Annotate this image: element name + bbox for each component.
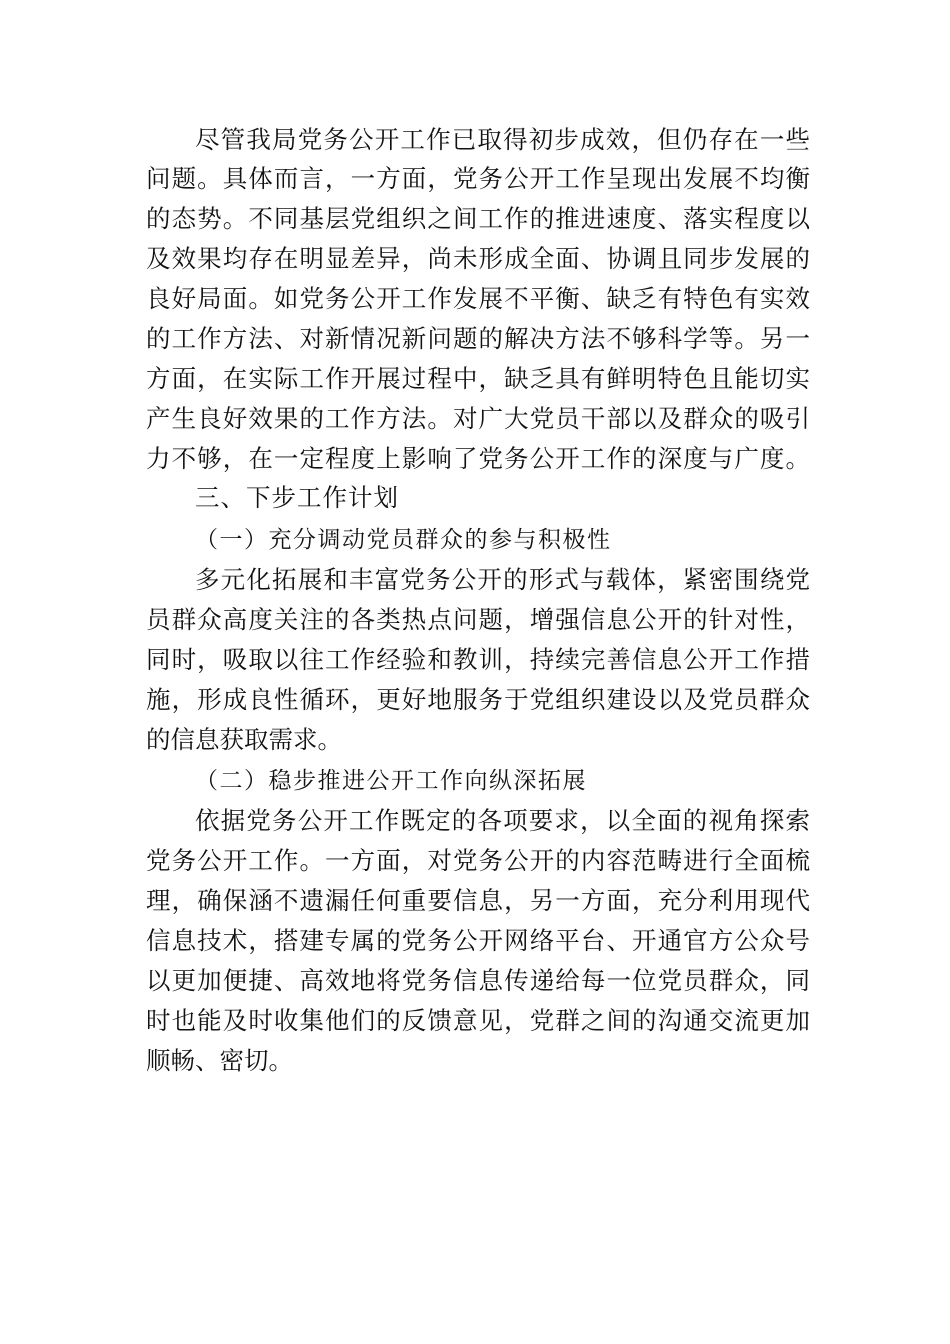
paragraph-line: 以更加便捷、高效地将党务信息传递给每一位党员群众，同 <box>146 966 810 995</box>
paragraph-line: 力不够，在一定程度上影响了党务公开工作的深度与广度。 <box>146 444 810 473</box>
paragraph-line: 同时，吸取以往工作经验和教训，持续完善信息公开工作措 <box>146 645 810 674</box>
paragraph-line: 的态势。不同基层党组织之间工作的推进速度、落实程度以 <box>146 204 810 233</box>
paragraph-line: 多元化拓展和丰富党务公开的形式与载体，紧密围绕党 <box>195 565 810 594</box>
paragraph-line: 员群众高度关注的各类热点问题，增强信息公开的针对性， <box>146 605 810 634</box>
paragraph-line: 问题。具体而言，一方面，党务公开工作呈现出发展不均衡 <box>146 164 810 193</box>
section-heading: 三、下步工作计划 <box>195 483 399 512</box>
paragraph-line: 理，确保涵不遗漏任何重要信息，另一方面，充分利用现代 <box>146 886 810 915</box>
paragraph-line: 的工作方法、对新情况新问题的解决方法不够科学等。另一 <box>146 324 810 353</box>
paragraph-line: 党务公开工作。一方面，对党务公开的内容范畴进行全面梳 <box>146 846 810 875</box>
paragraph-line: 顺畅、密切。 <box>146 1046 293 1075</box>
subsection-heading: （一）充分调动党员群众的参与积极性 <box>195 527 612 553</box>
paragraph-line: 时也能及时收集他们的反馈意见，党群之间的沟通交流更加 <box>146 1006 810 1035</box>
paragraph-line: 及效果均存在明显差异，尚未形成全面、协调且同步发展的 <box>146 244 810 273</box>
paragraph-line: 良好局面。如党务公开工作发展不平衡、缺乏有特色有实效 <box>146 284 810 313</box>
paragraph-line: 尽管我局党务公开工作已取得初步成效，但仍存在一些 <box>195 125 810 154</box>
paragraph-line: 信息技术，搭建专属的党务公开网络平台、开通官方公众号 <box>146 926 810 955</box>
subsection-heading: （二）稳步推进公开工作向纵深拓展 <box>195 768 587 794</box>
paragraph-line: 施，形成良性循环，更好地服务于党组织建设以及党员群众 <box>146 685 810 714</box>
paragraph-line: 产生良好效果的工作方法。对广大党员干部以及群众的吸引 <box>146 404 810 433</box>
paragraph-line: 依据党务公开工作既定的各项要求，以全面的视角探索 <box>195 806 810 835</box>
paragraph-line: 方面，在实际工作开展过程中，缺乏具有鲜明特色且能切实 <box>146 364 810 393</box>
paragraph-line: 的信息获取需求。 <box>146 725 342 754</box>
